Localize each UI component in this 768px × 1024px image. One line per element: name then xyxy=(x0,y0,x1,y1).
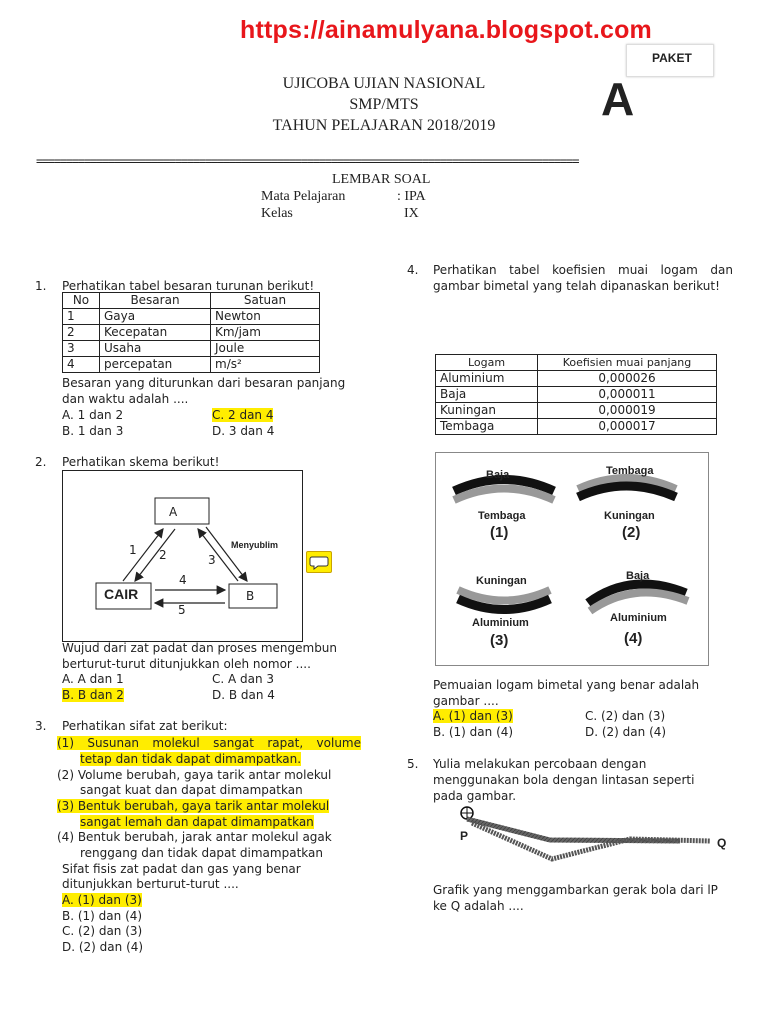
table-cell: 0,000011 xyxy=(538,387,717,403)
q5-prompt-line-1: Yulia melakukan percobaan dengan xyxy=(433,757,647,771)
table-cell: Usaha xyxy=(100,341,211,357)
fig2-bottom-label: Kuningan xyxy=(604,510,655,522)
table-header: Besaran xyxy=(100,293,211,309)
q5-prompt-line-3: pada gambar. xyxy=(433,789,517,803)
q3-stem-line-2: ditunjukkan berturut-turut .... xyxy=(62,877,239,891)
label-q: Q xyxy=(717,836,727,850)
table-row xyxy=(63,357,320,373)
q3-stem-line-1: Sifat fisis zat padat dan gas yang benar xyxy=(62,862,301,876)
fig4-bottom-label: Aluminium xyxy=(610,612,667,624)
box-cair-label: CAIR xyxy=(104,586,139,602)
strip-1-bottom xyxy=(454,489,554,501)
table-cell: Kuningan xyxy=(436,403,538,419)
q1-option-a[interactable]: A. 1 dan 2 xyxy=(62,408,124,422)
table-cell: Tembaga xyxy=(436,419,538,435)
subject-value: : IPA xyxy=(397,189,426,204)
table-row xyxy=(436,419,717,435)
q1-option-b[interactable]: B. 1 dan 3 xyxy=(62,424,124,438)
fig4-top-label: Baja xyxy=(626,570,650,582)
table-cell: Joule xyxy=(211,341,320,357)
q4-option-c[interactable]: C. (2) dan (3) xyxy=(585,709,666,723)
fig2-number: (2) xyxy=(622,524,641,541)
table-row xyxy=(63,341,320,357)
table-cell: Kecepatan xyxy=(100,325,211,341)
arrow-1-label: 1 xyxy=(129,543,137,557)
arrow-3-label: 3 xyxy=(208,553,216,567)
q3-prompt: Perhatikan sifat zat berikut: xyxy=(62,719,228,733)
arrow-2-label: 2 xyxy=(159,548,167,562)
q3-statement-2-line-1: (2) Volume berubah, gaya tarik antar molekul xyxy=(57,768,332,782)
fig3-top-label: Kuningan xyxy=(476,575,527,587)
q4-prompt-line-2: gambar bimetal yang telah dipanaskan berikut! xyxy=(433,279,720,293)
box-a xyxy=(155,498,209,524)
fig3-bottom-label: Aluminium xyxy=(472,617,529,629)
separator-line: ========================================================================================== xyxy=(36,154,579,168)
exam-title: UJICOBA UJIAN NASIONAL xyxy=(282,75,486,92)
table-header-row xyxy=(436,355,717,371)
bimetal-strips xyxy=(436,453,708,665)
table-cell: 1 xyxy=(63,309,100,325)
strip-3-top xyxy=(458,590,550,601)
table-header: No xyxy=(63,293,100,309)
fig3-number: (3) xyxy=(490,632,509,649)
table-row xyxy=(436,387,717,403)
q5-number: 5. xyxy=(407,757,419,771)
table-cell: Km/jam xyxy=(211,325,320,341)
q3-option-c[interactable]: C. (2) dan (3) xyxy=(62,924,143,938)
table-cell: 0,000026 xyxy=(538,371,717,387)
q1-option-c[interactable]: C. 2 dan 4 xyxy=(212,408,274,422)
q3-number: 3. xyxy=(35,719,47,733)
table-header: Satuan xyxy=(211,293,320,309)
q2-diagram-frame xyxy=(62,470,303,642)
table-row xyxy=(436,371,717,387)
q1-number: 1. xyxy=(35,279,47,293)
q2-option-d[interactable]: D. B dan 4 xyxy=(212,688,275,702)
table-cell: 0,000017 xyxy=(538,419,717,435)
table-cell: Aluminium xyxy=(436,371,538,387)
q4-option-a[interactable]: A. (1) dan (3) xyxy=(433,709,513,723)
q4-stem-line-2: gambar .... xyxy=(433,694,499,708)
arrow-2 xyxy=(135,529,175,581)
class-label: Kelas xyxy=(261,206,293,221)
q4-stem-line-1: Pemuaian logam bimetal yang benar adalah xyxy=(433,678,700,692)
q2-option-a[interactable]: A. A dan 1 xyxy=(62,672,124,686)
q2-option-c[interactable]: C. A dan 3 xyxy=(212,672,275,686)
q3-statement-4-line-1: (4) Bentuk berubah, jarak antar molekul agak xyxy=(57,830,332,844)
table-cell: Baja xyxy=(436,387,538,403)
table-cell: 3 xyxy=(63,341,100,357)
q5-stem-line-2: ke Q adalah .... xyxy=(433,899,524,913)
table-header: Koefisien muai panjang xyxy=(538,355,717,371)
q1-table xyxy=(62,292,320,373)
q3-statement-2-line-2: sangat kuat dan dapat dimampatkan xyxy=(80,783,303,797)
q4-table xyxy=(435,354,717,435)
sheet-title: LEMBAR SOAL xyxy=(332,172,431,187)
box-b-label: B xyxy=(246,589,255,603)
q3-statement-3-line-2: sangat lemah dan dapat dimampatkan xyxy=(80,815,314,829)
q3-statement-1-line-1: (1) Susunan molekul sangat rapat, volume xyxy=(57,736,361,750)
table-cell: 2 xyxy=(63,325,100,341)
box-a-label: A xyxy=(169,505,178,519)
q3-option-b[interactable]: B. (1) dan (4) xyxy=(62,909,143,923)
table-cell: Newton xyxy=(211,309,320,325)
strip-2-bottom xyxy=(578,486,676,497)
q5-prompt-line-2: menggunakan bola dengan lintasan seperti xyxy=(433,773,695,787)
arrow-5-label: 5 xyxy=(178,603,186,617)
label-p: P xyxy=(460,829,469,843)
q3-statement-1-line-2: tetap dan tidak dapat dimampatkan. xyxy=(80,752,302,766)
q1-stem-line-2: dan waktu adalah .... xyxy=(62,392,189,406)
speech-bubble-icon[interactable] xyxy=(306,551,332,573)
table-header: Logam xyxy=(436,355,538,371)
arrow-4-label: 4 xyxy=(179,573,187,587)
q2-stem-line-2: berturut-turut ditunjukkan oleh nomor .... xyxy=(62,657,311,671)
speech-bubble-glyph xyxy=(307,552,331,572)
q3-statement-3-line-1: (3) Bentuk berubah, gaya tarik antar molekul xyxy=(57,799,330,813)
q4-bimetal-figure xyxy=(435,452,709,666)
class-value: IX xyxy=(404,206,419,221)
q3-option-d[interactable]: D. (2) dan (4) xyxy=(62,940,144,954)
table-cell: percepatan xyxy=(100,357,211,373)
table-row xyxy=(436,403,717,419)
menyublim-label: Menyublim xyxy=(231,540,279,550)
q3-option-a[interactable]: A. (1) dan (3) xyxy=(62,893,142,907)
table-cell: Gaya xyxy=(100,309,211,325)
q3-statement-4-line-2: renggang dan tidak dapat dimampatkan xyxy=(80,846,323,860)
fig1-bottom-label: Tembaga xyxy=(478,510,526,522)
paket-letter: A xyxy=(601,73,635,125)
fig4-number: (4) xyxy=(624,630,643,647)
q2-stem-line-1: Wujud dari zat padat dan proses mengembun xyxy=(62,641,338,655)
table-cell: 4 xyxy=(63,357,100,373)
q4-option-d[interactable]: D. (2) dan (4) xyxy=(585,725,667,739)
fig1-number: (1) xyxy=(490,524,509,541)
q1-prompt: Perhatikan tabel besaran turunan berikut! xyxy=(62,279,315,293)
subject-label: Mata Pelajaran xyxy=(261,189,346,204)
exam-year: TAHUN PELAJARAN 2018/2019 xyxy=(272,117,496,134)
table-cell: 0,000019 xyxy=(538,403,717,419)
q2-option-b[interactable]: B. B dan 2 xyxy=(62,688,124,702)
q2-number: 2. xyxy=(35,455,47,469)
paket-label: PAKET xyxy=(652,51,692,65)
table-row xyxy=(63,309,320,325)
q4-prompt-line-1: Perhatikan tabel koefisien muai logam dan xyxy=(433,263,733,277)
table-cell: m/s² xyxy=(211,357,320,373)
arrow-3 xyxy=(198,529,238,581)
q2-prompt: Perhatikan skema berikut! xyxy=(62,455,220,469)
q1-option-d[interactable]: D. 3 dan 4 xyxy=(212,424,275,438)
fig1-top-label: Baja xyxy=(486,469,510,481)
table-row xyxy=(63,325,320,341)
fig2-top-label: Tembaga xyxy=(606,465,654,477)
q1-stem-line-1: Besaran yang diturunkan dari besaran panjang xyxy=(62,376,346,390)
table-header-row xyxy=(63,293,320,309)
q4-option-b[interactable]: B. (1) dan (4) xyxy=(433,725,514,739)
q5-track-figure xyxy=(450,803,740,865)
exam-level: SMP/MTS xyxy=(349,96,419,113)
q5-stem-line-1: Grafik yang menggambarkan gerak bola dari lP xyxy=(433,883,718,897)
blog-url[interactable]: https://ainamulyana.blogspot.com xyxy=(240,16,652,44)
q4-number: 4. xyxy=(407,263,419,277)
